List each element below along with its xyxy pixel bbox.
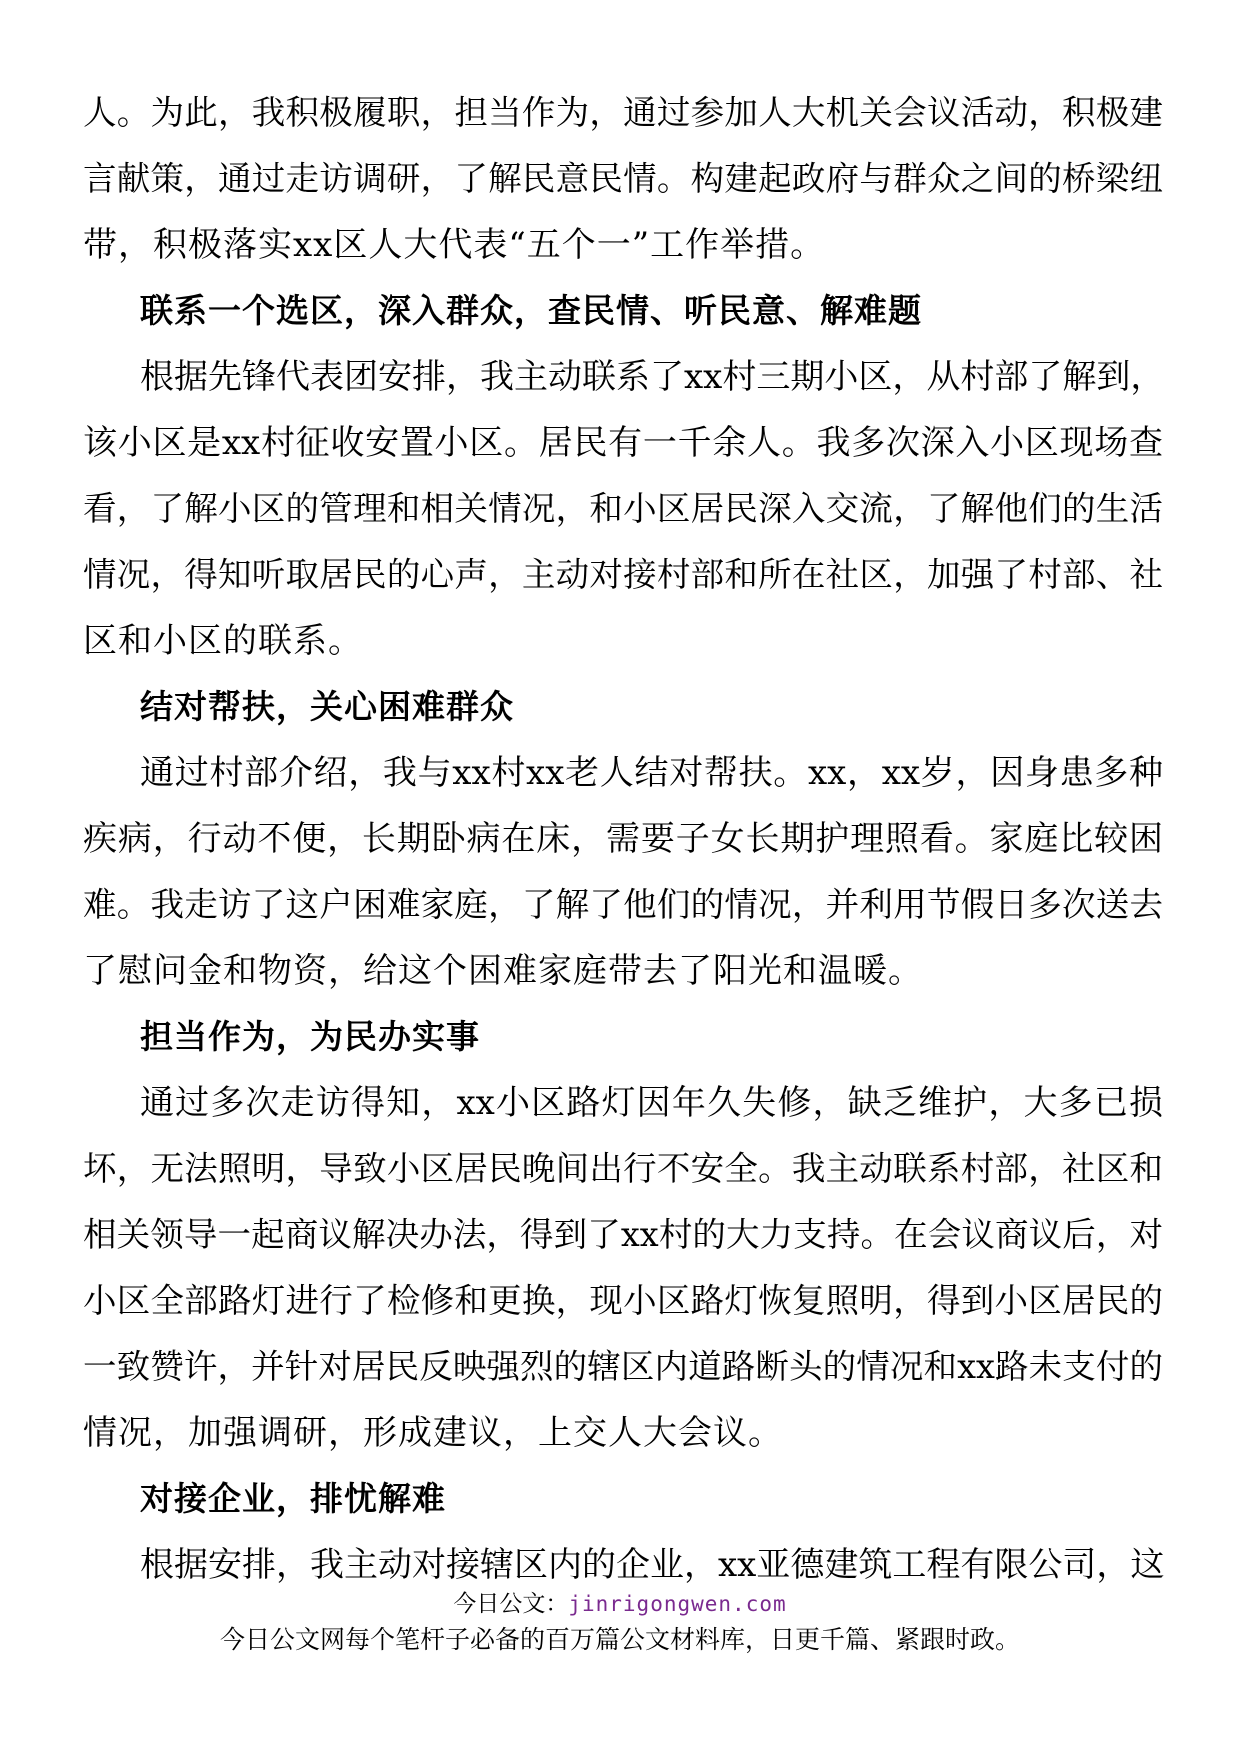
paragraph-line: 小区全部路灯进行了检修和更换，现小区路灯恢复照明，得到小区居民的 (83, 1281, 1163, 1320)
paragraph-line: 通过多次走访得知，xx小区路灯因年久失修，缺乏维护，大多已损 (140, 1083, 1163, 1123)
paragraph-line: 人。为此，我积极履职，担当作为，通过参加人大机关会议活动，积极建 (83, 93, 1163, 132)
paragraph-line: 通过村部介绍，我与xx村xx老人结对帮扶。xx，xx岁，因身患多种 (140, 753, 1163, 793)
paragraph-line: 情况，得知听取居民的心声，主动对接村部和所在社区，加强了村部、社 (83, 555, 1163, 594)
paragraph-line: 根据安排，我主动对接辖区内的企业，xx亚德建筑工程有限公司，这 (140, 1545, 1165, 1585)
paragraph-line: 带，积极落实xx区人大代表“五个一”工作举措。 (83, 225, 826, 265)
paragraph-line: 情况，加强调研，形成建议，上交人大会议。 (83, 1413, 783, 1453)
footer-site-label: 今日公文： (453, 1591, 569, 1617)
paragraph-line: 了慰问金和物资，给这个困难家庭带去了阳光和温暖。 (83, 951, 923, 991)
paragraph-line: 根据先锋代表团安排，我主动联系了xx村三期小区，从村部了解到， (140, 357, 1165, 397)
footer-site-line (0, 1589, 1240, 1619)
paragraph-line: 区和小区的联系。 (83, 621, 363, 661)
paragraph-line: 坏，无法照明，导致小区居民晚间出行不安全。我主动联系村部，社区和 (83, 1149, 1163, 1188)
document-body (83, 80, 1163, 1598)
section-heading: 担当作为，为民办实事 (140, 1017, 480, 1056)
footer-site-url[interactable]: jinrigongwen.com (568, 1592, 787, 1616)
paragraph-line: 一致赞许，并针对居民反映强烈的辖区内道路断头的情况和xx路未支付的 (83, 1347, 1163, 1386)
section-heading: 对接企业，排忧解难 (140, 1479, 446, 1518)
section-heading: 结对帮扶，关心困难群众 (140, 687, 514, 726)
footer-tagline: 今日公文网每个笔杆子必备的百万篇公文材料库，日更千篇、紧跟时政。 (219, 1625, 1020, 1654)
paragraph-line: 疾病，行动不便，长期卧病在床，需要子女长期护理照看。家庭比较困 (83, 819, 1163, 859)
paragraph-line: 相关领导一起商议解决办法，得到了xx村的大力支持。在会议商议后，对 (83, 1215, 1163, 1254)
paragraph-line: 言献策，通过走访调研，了解民意民情。构建起政府与群众之间的桥梁纽 (83, 159, 1163, 198)
section-heading: 联系一个选区，深入群众，查民情、听民意、解难题 (140, 291, 922, 330)
paragraph-line: 该小区是xx村征收安置小区。居民有一千余人。我多次深入小区现场查 (83, 423, 1163, 463)
paragraph-line: 看，了解小区的管理和相关情况，和小区居民深入交流，了解他们的生活 (83, 489, 1163, 528)
paragraph-line: 难。我走访了这户困难家庭，了解了他们的情况，并利用节假日多次送去 (83, 885, 1163, 924)
